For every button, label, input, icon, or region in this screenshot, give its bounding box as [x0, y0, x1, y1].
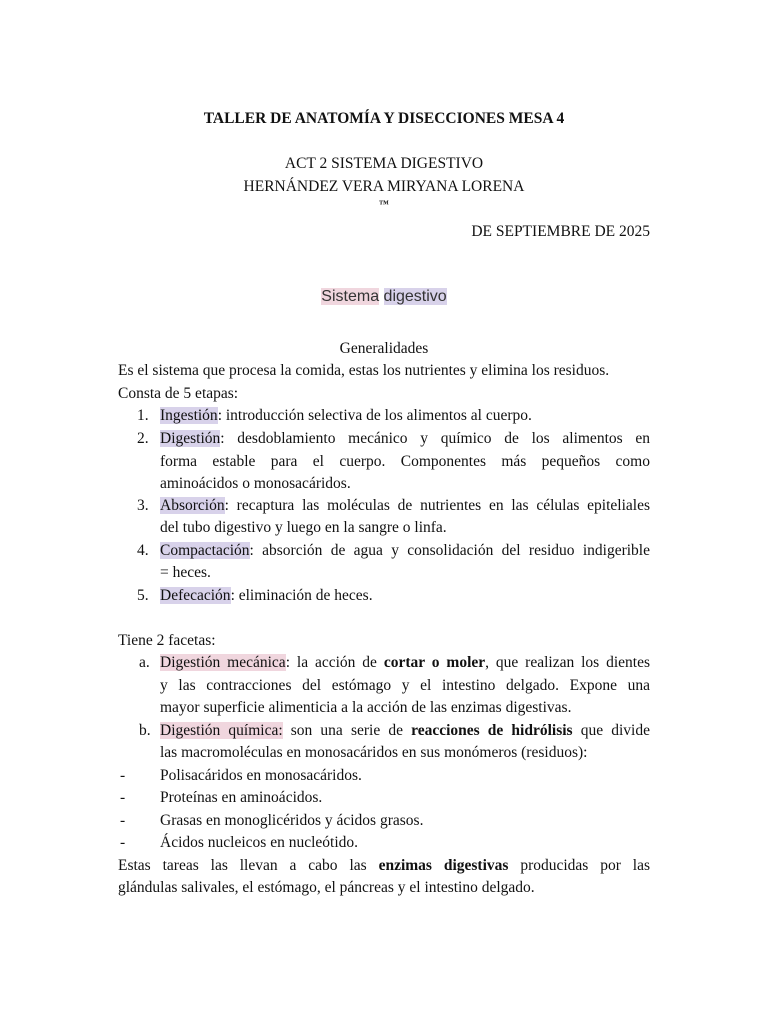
intro-paragraph: Es el sistema que procesa la comida, estas los nutrientes y elimina los residuos. — [118, 362, 610, 379]
stage-text: : recaptura las moléculas de nutrientes en las células epiteliales — [224, 497, 650, 514]
list-item: Polisacáridos en monosacáridos. — [160, 767, 362, 784]
facet-bold-text: cortar o moler — [383, 654, 486, 671]
list-item-continued: las macromoléculas en monosacáridos en sus monómeros (residuos): — [160, 744, 588, 761]
author-name: HERNÁNDEZ VERA MIRYANA LORENA — [243, 178, 525, 195]
closing-text: Estas tareas las llevan a cabo las — [118, 857, 379, 874]
list-letter: a. — [139, 654, 150, 671]
list-item — [160, 495, 650, 517]
facet-text: , que realizan los dientes — [485, 654, 651, 671]
list-letter: b. — [139, 722, 151, 739]
list-item-continued: aminoácidos o monosacáridos. — [160, 475, 351, 492]
subsection-heading: Generalidades — [339, 340, 429, 357]
list-item-continued: mayor superficie alimenticia a la acción de las enzimas digestivas. — [160, 699, 572, 716]
facet-term: Digestión química: — [160, 722, 283, 739]
activity-title: ACT 2 SISTEMA DIGESTIVO — [284, 155, 484, 172]
stage-term: Digestión — [160, 430, 221, 447]
facet-term: Digestión mecánica — [160, 654, 286, 671]
stage-term: Defecación — [160, 587, 231, 604]
list-item: Grasas en monoglicéridos y ácidos grasos. — [160, 812, 424, 829]
list-item — [160, 585, 373, 607]
stage-text: : absorción de agua y consolidación del residuo indigerible — [249, 542, 650, 559]
dash-bullet: - — [120, 834, 126, 851]
section-title-word1: Sistema — [321, 288, 380, 305]
list-item-continued: forma estable para el cuerpo. Componentes más pequeños como — [160, 453, 650, 470]
facet-text: que divide — [572, 722, 650, 739]
stages-intro: Consta de 5 etapas: — [118, 385, 239, 402]
list-item-continued: del tubo digestivo y luego en la sangre o linfa. — [160, 519, 447, 536]
list-item-continued: = heces. — [160, 564, 211, 581]
closing-text: producidas por las — [508, 857, 651, 874]
list-item — [160, 540, 650, 562]
list-item — [160, 652, 650, 674]
closing-bold-text: enzimas digestivas — [378, 857, 509, 874]
section-title — [0, 286, 768, 308]
stage-text: : introducción selectiva de los alimentos al cuerpo. — [217, 407, 532, 424]
dash-bullet: - — [120, 767, 126, 784]
list-item-continued: y las contracciones del estómago y el intestino delgado. Expone una — [160, 677, 650, 694]
list-item — [160, 720, 650, 742]
list-item — [160, 428, 650, 450]
list-number: 1. — [137, 407, 149, 424]
stage-text: : desdoblamiento mecánico y químico de los alimentos en — [220, 430, 650, 447]
trademark-symbol: ™ — [379, 199, 389, 210]
dash-bullet: - — [120, 812, 126, 829]
dash-bullet: - — [120, 789, 126, 806]
stage-term: Absorción — [160, 497, 225, 514]
section-title-word2: digestivo — [383, 288, 447, 305]
stage-term: Ingestión — [160, 407, 218, 424]
list-item: Proteínas en aminoácidos. — [160, 789, 323, 806]
list-item: Ácidos nucleicos en nucleótido. — [160, 834, 359, 851]
stage-term: Compactación — [160, 542, 250, 559]
document-title: TALLER DE ANATOMÍA Y DISECCIONES MESA 4 — [203, 110, 565, 127]
closing-paragraph — [118, 855, 650, 877]
facet-bold-text: reacciones de hidrólisis — [411, 722, 573, 739]
list-number: 5. — [137, 587, 149, 604]
facet-text: : la acción de — [285, 654, 384, 671]
stage-text: : eliminación de heces. — [230, 587, 373, 604]
closing-paragraph-continued: glándulas salivales, el estómago, el páncreas y el intestino delgado. — [118, 879, 535, 896]
list-item — [160, 405, 532, 427]
list-number: 4. — [137, 542, 149, 559]
list-number: 2. — [137, 430, 149, 447]
facet-text: son una serie de — [282, 722, 412, 739]
facets-intro: Tiene 2 facetas: — [118, 632, 216, 649]
document-date: DE SEPTIEMBRE DE 2025 — [471, 223, 650, 240]
list-number: 3. — [137, 497, 149, 514]
